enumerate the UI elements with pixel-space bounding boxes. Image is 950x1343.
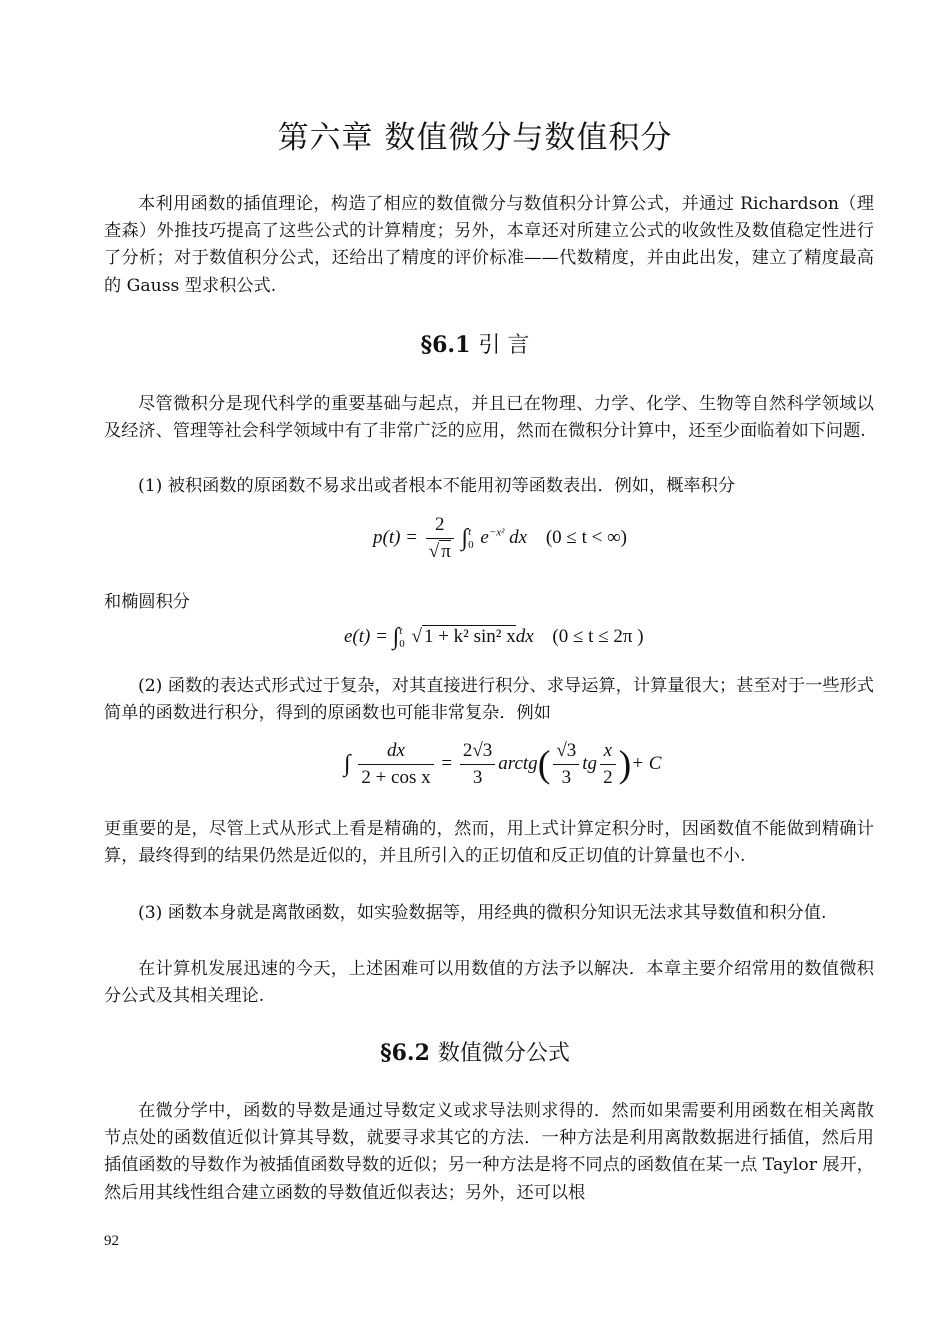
formula1-numerator: 2 <box>426 512 454 539</box>
formula3-fraction-3 <box>553 738 579 791</box>
formula-probability-integral <box>373 512 627 565</box>
formula1-upper-limit: t <box>468 525 472 538</box>
section1-paragraph-4: (2) 函数的表达式形式过于复杂，对其直接进行积分、求导运算，计算量很大；甚至对于一些形式简单的函数进行积分，得到的原函数也可能非常复杂．例如 <box>104 676 874 724</box>
formula1-integrand: e <box>480 526 489 548</box>
formula2-range: (0 ≤ t ≤ 2π ) <box>552 625 644 647</box>
integral-sign: ∫ <box>461 525 469 551</box>
formula3-den3: 3 <box>561 767 572 788</box>
formula2-lhs: e(t) = <box>344 625 388 647</box>
section-number: §6.1 <box>420 332 471 358</box>
section-title: 引 言 <box>478 333 530 358</box>
page-number: 92 <box>104 1233 119 1249</box>
formula1-lhs: p(t) = <box>373 526 419 548</box>
formula-cos-integral: ∫ $\frac{dx}{\text{2 + cos x}}$ = $\frac{2√3}{3}$ arctg( $\frac{√3}{3}$ tg $\frac{x}{2}$ )+ C <box>344 738 661 791</box>
formula3-fraction-4 <box>600 738 616 791</box>
integral-sign: ∫ <box>392 624 400 650</box>
section1-paragraph-3: 和椭圆积分 <box>104 592 190 612</box>
section1-paragraph-1: 尽管微积分是现代科学的重要基础与起点，并且已在物理、力学、化学、生物等自然科学领域以及经济、管理等社会科学领域中有了非常广泛的应用，然而在微积分计算中，还至少面临着如下问题. <box>104 394 874 442</box>
formula1-range: (0 ≤ t < ∞) <box>545 526 627 548</box>
formula3-function: arctg <box>498 752 538 774</box>
formula3-den2: 3 <box>472 767 483 788</box>
formula3-den4: 2 <box>603 767 613 788</box>
section-6-2-heading <box>0 1036 950 1067</box>
formula1-fraction <box>426 512 454 565</box>
formula1-den-radicand: π <box>441 541 451 562</box>
section1-paragraph-5: 更重要的是，尽管上式从形式上看是精确的，然而，用上式计算定积分时，因函数值不能做到精确计算，最终得到的结果仍然是近似的，并且所引入的正切值和反正切值的计算量也不小. <box>104 819 874 867</box>
section1-paragraph-6: (3) 函数本身就是离散函数，如实验数据等，用经典的微积分知识无法求其导数值和积分值. <box>138 903 827 923</box>
formula3-den1: 2 + cos x <box>361 767 431 788</box>
formula3-num3: √3 <box>553 738 579 765</box>
formula3-fraction-2 <box>460 738 495 791</box>
formula1-lower-limit: 0 <box>468 538 474 551</box>
formula-elliptic-integral: e(t) = ∫ t 0 √ 1 + k² sin² xdx (0 ≤ t ≤ 2π ) <box>344 624 644 650</box>
formula3-num4: x <box>600 738 616 765</box>
section1-paragraph-7: 在计算机发展迅速的今天，上述困难可以用数值的方法予以解决．本章主要介绍常用的数值微积分公式及其相关理论. <box>104 959 874 1007</box>
formula2-upper-limit: t <box>399 624 403 637</box>
formula1-dx: dx <box>509 526 528 548</box>
section-number: §6.2 <box>380 1040 430 1066</box>
section2-paragraph-1: 在微分学中，函数的导数是通过导数定义或求导法则求得的．然而如果需要利用函数在相关离散节点处的函数值近似计算其导数，就要寻求其它的方法．一种方法是利用离散数据进行插值，然后用插值函数的导数作为被插值函数导数的近似；另一种方法是将不同点的函数值在某一点 Taylor 展开，然后用其线性组合建立函数的导数值近似表达；另外，还可以根 <box>104 1101 874 1203</box>
formula2-lower-limit: 0 <box>399 637 405 650</box>
integral-sign: ∫ <box>344 751 351 777</box>
formula2-limits <box>399 625 405 651</box>
formula3-num2: 2√3 <box>460 738 495 765</box>
formula1-denominator: √ π <box>428 541 451 562</box>
intro-paragraph: 本利用函数的插值理论，构造了相应的数值微分与数值积分计算公式，并通过 Richardson（理查森）外推技巧提高了这些公式的计算精度；另外，本章还对所建立公式的收敛性及数值稳定性进行了分析；对于数值积分公式，还给出了精度的评价标准——代数精度，并由此出发，建立了精度最高的 Gauss 型求积公式. <box>104 194 874 296</box>
formula2-radicand: 1 + k² sin² x <box>423 625 516 647</box>
formula3-tail: + C <box>631 752 662 774</box>
section-6-1-heading <box>0 328 950 359</box>
chapter-title: 第六章 数值微分与数值积分 <box>277 120 673 156</box>
formula3-num1: dx <box>358 738 433 765</box>
formula2-dx: dx <box>515 625 534 647</box>
formula1-limits <box>468 526 474 552</box>
formula3-tg: tg <box>582 752 598 774</box>
formula1-exponent: −x² <box>488 526 505 539</box>
section1-paragraph-2: (1) 被积函数的原函数不易求出或者根本不能用初等函数表出．例如，概率积分 <box>138 476 736 496</box>
section-title: 数值微分公式 <box>437 1041 570 1066</box>
formula3-fraction-1 <box>358 738 433 791</box>
